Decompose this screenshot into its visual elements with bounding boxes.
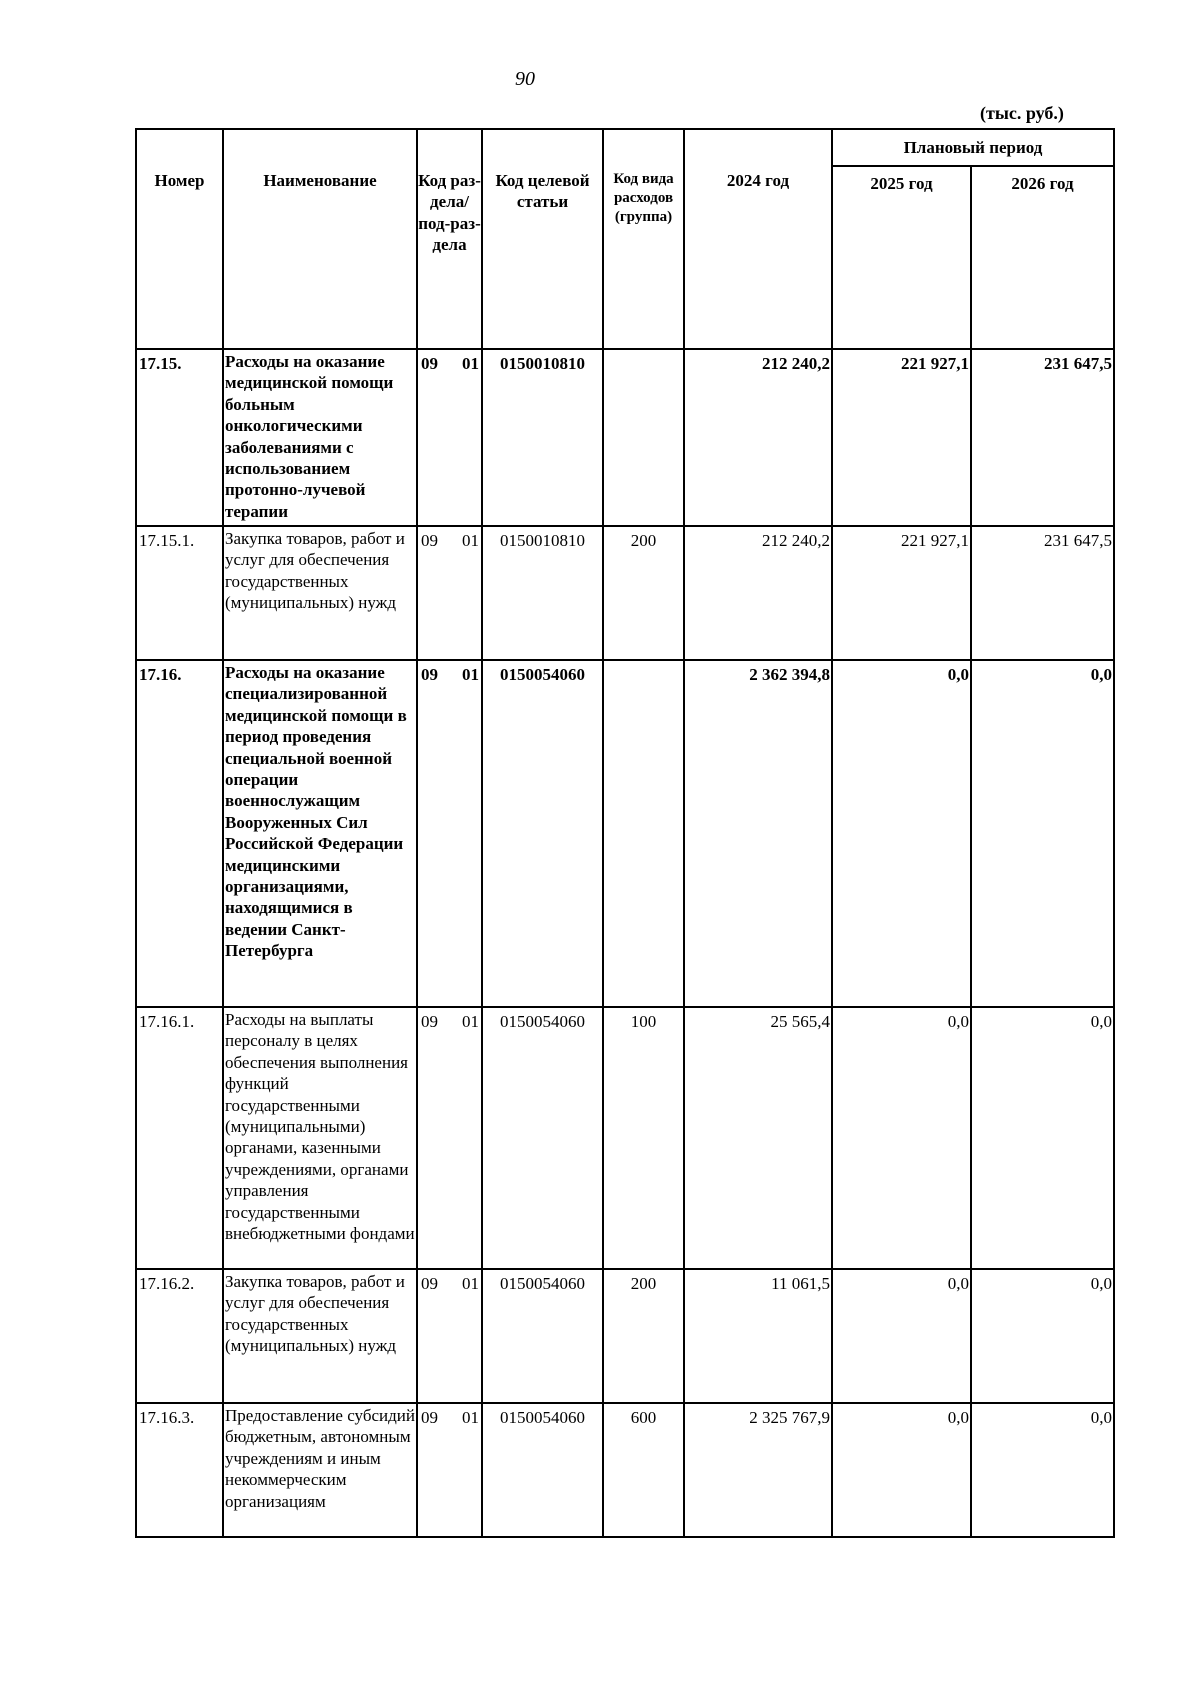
page-number: 90 (515, 68, 535, 90)
row-subsection: 01 (462, 1408, 479, 1427)
header-year-2024: 2024 год (684, 129, 832, 349)
row-amount-2024: 2 325 767,9 (684, 1403, 832, 1537)
row-name: Расходы на выплаты персоналу в целях обеспечения выполнения функций государственными (муниципальными) органами, казенными учреждениями, органами управления государственными внебюджетными фондами (223, 1007, 417, 1269)
row-number: 17.16. (136, 660, 223, 1007)
row-amount-2025: 0,0 (832, 660, 971, 1007)
row-expense-type (603, 660, 684, 1007)
row-number: 17.15. (136, 349, 223, 526)
header-number: Номер (136, 129, 223, 349)
row-section: 09 (421, 1408, 438, 1427)
row-amount-2026: 0,0 (971, 1403, 1114, 1537)
row-amount-2025: 221 927,1 (832, 526, 971, 660)
row-amount-2024: 25 565,4 (684, 1007, 832, 1269)
row-number: 17.15.1. (136, 526, 223, 660)
row-amount-2024: 11 061,5 (684, 1269, 832, 1403)
row-target-code: 0150054060 (482, 660, 603, 1007)
row-amount-2025: 0,0 (832, 1269, 971, 1403)
row-expense-type: 200 (603, 526, 684, 660)
row-name: Расходы на оказание медицинской помощи больным онкологическими заболеваниями с использованием протонно-лучевой терапии (223, 349, 417, 526)
row-section-code (417, 1269, 482, 1403)
table-row (136, 1007, 1114, 1269)
row-expense-type (603, 349, 684, 526)
header-planned-period: Плановый период (832, 129, 1114, 166)
row-amount-2026: 231 647,5 (971, 526, 1114, 660)
row-section: 09 (421, 354, 438, 373)
row-section: 09 (421, 1012, 438, 1031)
row-subsection: 01 (462, 1274, 479, 1293)
header-year-2025: 2025 год (832, 166, 971, 349)
row-name: Предоставление субсидий бюджетным, автономным учреждениям и иным некоммерческим организациям (223, 1403, 417, 1537)
row-section: 09 (421, 665, 438, 684)
row-number: 17.16.2. (136, 1269, 223, 1403)
row-section-code (417, 526, 482, 660)
row-subsection: 01 (462, 354, 479, 373)
row-target-code: 0150054060 (482, 1403, 603, 1537)
row-number: 17.16.3. (136, 1403, 223, 1537)
row-section-code (417, 1007, 482, 1269)
row-amount-2025: 221 927,1 (832, 349, 971, 526)
row-number: 17.16.1. (136, 1007, 223, 1269)
row-amount-2024: 212 240,2 (684, 349, 832, 526)
row-target-code: 0150054060 (482, 1269, 603, 1403)
row-amount-2024: 212 240,2 (684, 526, 832, 660)
row-amount-2026: 0,0 (971, 1269, 1114, 1403)
row-expense-type: 100 (603, 1007, 684, 1269)
row-expense-type: 600 (603, 1403, 684, 1537)
table-row (136, 1403, 1114, 1537)
row-expense-type: 200 (603, 1269, 684, 1403)
table-row (136, 660, 1114, 1007)
row-target-code: 0150010810 (482, 349, 603, 526)
row-target-code: 0150010810 (482, 526, 603, 660)
table-row (136, 349, 1114, 526)
row-name: Закупка товаров, работ и услуг для обеспечения государственных (муниципальных) нужд (223, 1269, 417, 1403)
row-amount-2025: 0,0 (832, 1007, 971, 1269)
row-subsection: 01 (462, 531, 479, 550)
table-row (136, 526, 1114, 660)
header-section-code: Код раз-дела/ под-раз-дела (417, 129, 482, 349)
row-section-code (417, 1403, 482, 1537)
header-target-code: Код целевой статьи (482, 129, 603, 349)
row-section-code (417, 349, 482, 526)
table-row (136, 1269, 1114, 1403)
budget-table (135, 128, 1115, 1538)
row-target-code: 0150054060 (482, 1007, 603, 1269)
row-subsection: 01 (462, 665, 479, 684)
row-amount-2024: 2 362 394,8 (684, 660, 832, 1007)
row-subsection: 01 (462, 1012, 479, 1031)
row-section: 09 (421, 531, 438, 550)
row-section: 09 (421, 1274, 438, 1293)
header-expense-type: Код вида расходов (группа) (603, 129, 684, 349)
units-label: (тыс. руб.) (980, 103, 1064, 123)
row-amount-2026: 231 647,5 (971, 349, 1114, 526)
row-amount-2026: 0,0 (971, 660, 1114, 1007)
row-name: Расходы на оказание специализированной медицинской помощи в период проведения специальной военной операции военнослужащим Вооруженных Сил Российской Федерации медицинскими организациями, находящимися в ведении Санкт-Петербурга (223, 660, 417, 1007)
row-amount-2026: 0,0 (971, 1007, 1114, 1269)
row-amount-2025: 0,0 (832, 1403, 971, 1537)
row-name: Закупка товаров, работ и услуг для обеспечения государственных (муниципальных) нужд (223, 526, 417, 660)
header-name: Наименование (223, 129, 417, 349)
row-section-code (417, 660, 482, 1007)
header-year-2026: 2026 год (971, 166, 1114, 349)
